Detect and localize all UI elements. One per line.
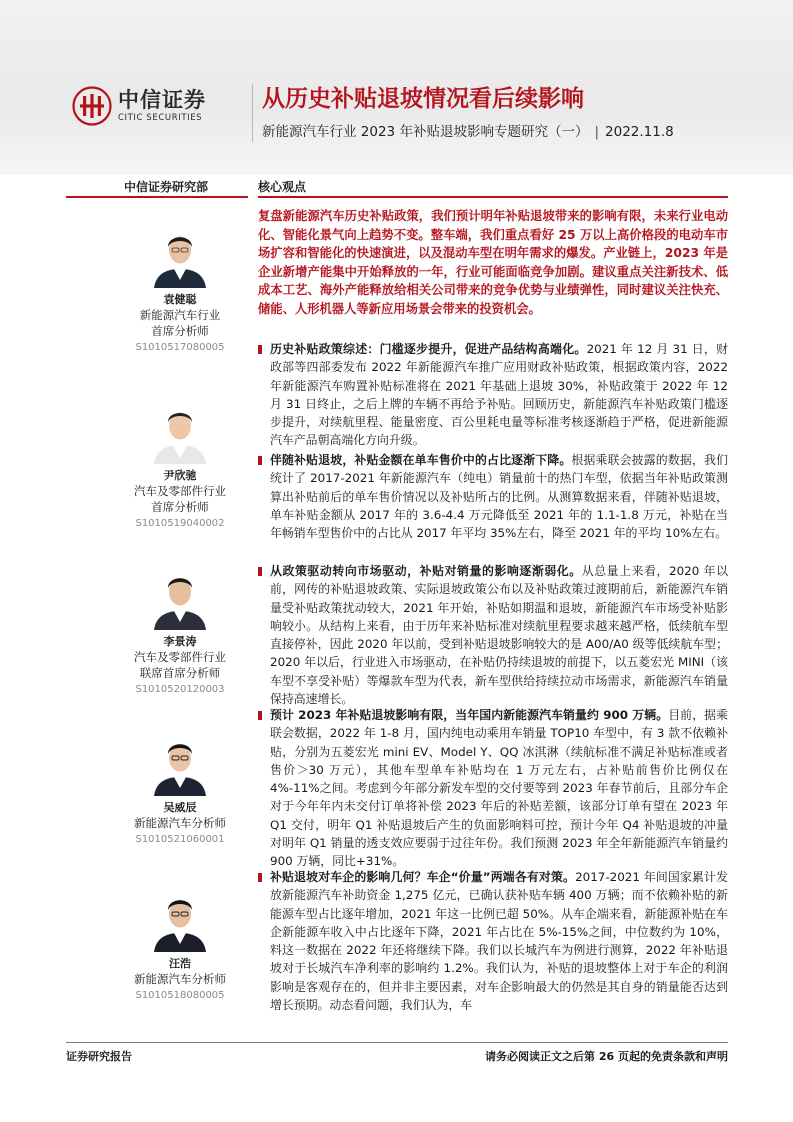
analyst-title: 首席分析师: [151, 500, 209, 514]
bullet-paragraph: [258, 562, 728, 708]
bullet-lead: 历史补贴政策综述：门槛逐步提升，促进产品结构高端化。: [270, 342, 587, 356]
analyst-name: 尹欣驰: [163, 469, 197, 482]
left-heading-rule: [66, 196, 248, 198]
analyst-photo: [150, 562, 210, 630]
header-divider: [252, 84, 253, 142]
subtitle-separator: |: [594, 124, 600, 140]
bullet-lead: 伴随补贴退坡，补贴金额在单车售价中的占比逐渐下降。: [270, 453, 572, 467]
analyst-card: [110, 884, 250, 1004]
analyst-card: [110, 562, 250, 698]
analyst-photo: [150, 728, 210, 796]
bullet-paragraph: [258, 451, 728, 542]
analyst-photo: [150, 884, 210, 952]
analyst-name: 吴威辰: [163, 801, 197, 814]
research-dept-heading: 中信证券研究部: [124, 180, 209, 194]
analyst-cert: S1010521060001: [135, 834, 225, 845]
analyst-title: 新能源汽车分析师: [134, 972, 226, 986]
analyst-title: 联席首席分析师: [139, 666, 221, 680]
bullet-lead: 预计 2023 年补贴退坡影响有限，当年国内新能源汽车销量约 900 万辆。: [270, 708, 669, 722]
report-subtitle: [262, 120, 674, 140]
bullet-body: 2021 年 12 月 31 日，财政部等四部委发布 2022 年新能源汽车推广应用财政补贴政策，根据政策内容，2022 年新能源汽车购置补贴标准将在 2021 年基础上退坡 30%，补贴政策于 2022 年 12 月 31 日终止，之后上牌的车辆不再给予补贴。回顾历史，新能源汽车补贴政策门槛逐步提升，对续航里程、能量密度、百公里耗电量等标准考核逐渐趋于严格，促进新能源汽车产品朝高端化方向升级。: [270, 342, 728, 448]
analyst-card: [110, 396, 250, 532]
analyst-title: 汽车及零部件行业: [134, 650, 226, 664]
analyst-title: 新能源汽车行业: [139, 308, 221, 322]
bullet-body: 目前，据乘联会数据，2022 年 1-8 月，国内纯电动乘用车销量 TOP10 车型中，有 3 款不依赖补贴，分别为五菱宏光 mini EV、Model Y、QQ 冰淇淋（续航标准不满足补贴标准或者售价＞30 万元），其他车型单车补贴均在 1 万元左右，占补贴前售价比例仅在 4%-11%之间。考虑到今年部分新发车型的交付要等到 2023 年春节前后，且部分车企对于今年年内未交付订单将补偿 2023 年后的补贴差额，该部分订单有望在 2023 年 Q1 交付，明年 Q1 补贴退坡后产生的负面影响料可控，预计今年 Q4 补贴退坡的冲量对明年 Q1 销量的透支效应要弱于过往年份。我们预测 2023 年全年新能源汽车销量约 900 万辆，同比+31%。: [270, 708, 728, 869]
bullet-body: 从总量上来看，2020 年以前，网传的补贴退坡政策、实际退坡政策公布以及补贴政策过渡期前后，新能源汽车销量受补贴政策扰动较大，2021 年开始，补贴如期温和退坡，新能源汽车市场受补贴影响较小。从结构上来看，由于历年来补贴标准对续航里程要求越来越严格，低续航车型直接停补，因此 2020 年以前，受到补贴退坡影响较大的是 A00/A0 级等低续航车型；2020 年以后，行业进入市场驱动，在补贴仍持续退坡的前提下，以五菱宏光 MINI（该车型不享受补贴）等爆款车型为代表，新车型供给持续拉动市场需求，新能源汽车销量保持高速增长。: [270, 564, 728, 707]
bullet-paragraph: [258, 340, 728, 450]
footer-disclaimer: 请务必阅读正文之后第 26 页起的免责条款和声明: [485, 1050, 728, 1063]
analyst-card: [110, 728, 250, 848]
bullet-body: 2017-2021 年间国家累计发放新能源汽车补助资金 1,275 亿元，已确认获补贴车辆 400 万辆；而不依赖补贴的新能源车型占比逐年增加，2021 年这一比例已超 50%。从车企端来看，新能源补贴在车企新能源车收入中占比逐年下降，2021 年占比在 5%-15%之间，中位数约为 10%，料这一数据在 2022 年还将继续下降。我们以长城汽车为例进行测算，2022 年补贴退坡对于长城汽车净利率的影响约 1.2%。我们认为，补贴的退坡整体上对于车企的利润影响是客观存在的，但并非主要因素，对车企影响最大的仍然是其自身的销量能否达到增长预期。动态看问题，我们认为，车: [270, 870, 728, 1013]
footer-report-type: 证券研究报告: [66, 1050, 132, 1063]
analyst-title: 新能源汽车分析师: [134, 816, 226, 830]
analyst-cert: S1010518080005: [135, 990, 225, 1001]
right-heading-rule: [258, 196, 728, 198]
analyst-cert: S1010520120003: [135, 684, 225, 695]
bullet-lead: 从政策驱动转向市场驱动，补贴对销量的影响逐渐弱化。: [270, 564, 582, 578]
report-date: 2022.11.8: [605, 124, 674, 140]
analyst-cert: S1010519040002: [135, 518, 225, 529]
bullet-body: 根据乘联会披露的数据，我们统计了 2017-2021 年新能源汽车（纯电）销量前十的热门车型，依据当年补贴政策测算出补贴前后的单车售价情况以及补贴所占的比例。从测算数据来看，伴随补贴退坡，单车补贴金额从 2017 年的 3.6-4.4 万元降低至 2021 年的 1.1-1.8 万元，补贴在当年畅销车型售价中的占比从 2017 年平均 35%左右，降至 2021 年的平均 10%左右。: [270, 453, 728, 541]
report-subtitle-text: 新能源汽车行业 2023 年补贴退坡影响专题研究（一）: [262, 124, 589, 140]
bullet-paragraph: [258, 868, 728, 1014]
analyst-cert: S1010517080005: [135, 342, 225, 353]
bullet-paragraph: [258, 706, 728, 871]
analyst-card: [110, 220, 250, 356]
report-title: 从历史补贴退坡情况看后续影响: [262, 86, 584, 112]
citic-logo-icon: [72, 86, 112, 126]
analyst-name: 袁健聪: [163, 293, 197, 306]
bullet-lead: 补贴退坡对车企的影响几何？车企“价量”两端各有对策。: [270, 870, 576, 884]
brand-name-cn: 中信证券: [118, 88, 206, 112]
core-summary: 复盘新能源汽车历史补贴政策，我们预计明年补贴退坡带来的影响有限，未来行业电动化、智能化景气向上趋势不变。整车端，我们重点看好 25 万以上高价格段的电动车市场扩容和智能化的快速演进，以及混动车型在明年需求的爆发。产业链上，2023 年是企业新增产能集中开始释放的一年，行业可能面临竞争加剧。建议重点关注新技术、低成本工艺、海外产能释放给相关公司带来的竞争优势与业绩弹性，同时建议关注快充、储能、人形机器人等新应用场景会带来的投资机会。: [258, 209, 728, 316]
analyst-photo: [150, 220, 210, 288]
analyst-title: 首席分析师: [151, 324, 209, 338]
brand-name-en: CITIC SECURITIES: [118, 113, 203, 123]
analyst-title: 汽车及零部件行业: [134, 484, 226, 498]
analyst-name: 李景涛: [163, 635, 197, 648]
analyst-photo: [150, 396, 210, 464]
footer-rule: [66, 1042, 728, 1043]
brand-logo: [72, 86, 206, 126]
analyst-name: 汪浩: [169, 957, 191, 970]
core-views-heading: 核心观点: [258, 180, 307, 194]
